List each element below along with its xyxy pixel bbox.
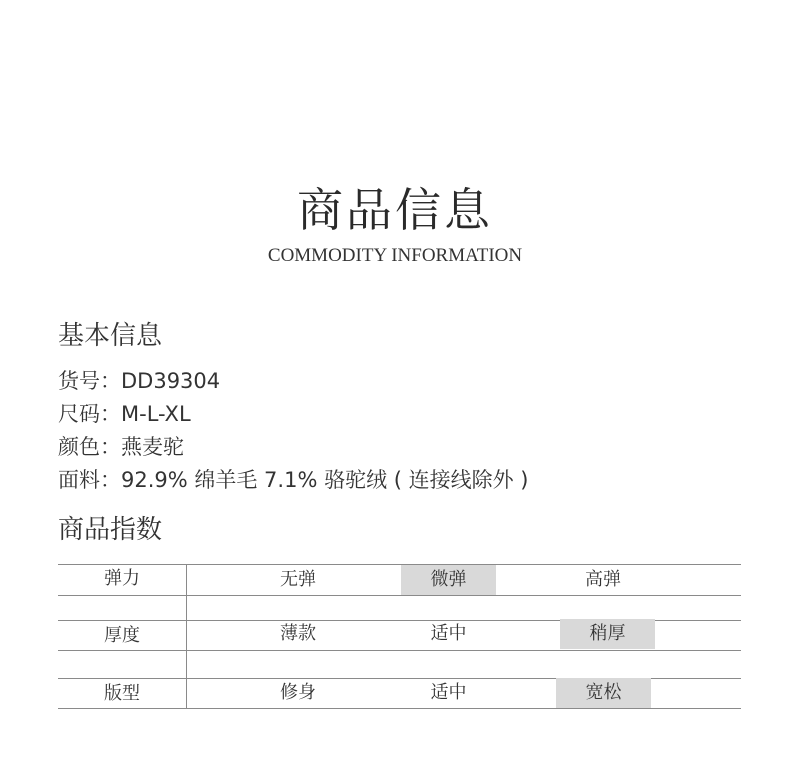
fit-option: 修身 [280, 682, 316, 703]
product-index-heading: 商品指数 [58, 515, 163, 545]
page-title: 商品信息 [297, 183, 493, 237]
material-info: 面料：92.9% 绵羊毛 7.1% 骆驼绒 ( 连接线除外 ) [58, 468, 529, 492]
size-info: 尺码：M-L-XL [58, 402, 191, 426]
thickness-label: 厚度 [104, 625, 140, 646]
elasticity-label: 弹力 [104, 568, 140, 589]
fit-option-selected: 宽松 [556, 678, 651, 708]
elasticity-option: 无弹 [280, 569, 316, 590]
elasticity-option: 高弹 [585, 569, 621, 590]
table-column-divider [186, 564, 187, 709]
table-divider [58, 708, 741, 709]
table-divider [58, 650, 741, 651]
color-info: 颜色：燕麦驼 [58, 435, 184, 459]
basic-info-heading: 基本信息 [58, 321, 163, 351]
thickness-option-selected: 稍厚 [560, 619, 655, 649]
thickness-option: 薄款 [280, 623, 316, 644]
page-subtitle: COMMODITY INFORMATION [267, 245, 523, 266]
item-number: 货号：DD39304 [58, 369, 221, 393]
thickness-option: 适中 [430, 623, 467, 644]
table-divider [58, 595, 741, 596]
fit-option: 适中 [430, 682, 467, 703]
fit-label: 版型 [104, 683, 140, 704]
elasticity-option-selected: 微弹 [401, 565, 496, 595]
